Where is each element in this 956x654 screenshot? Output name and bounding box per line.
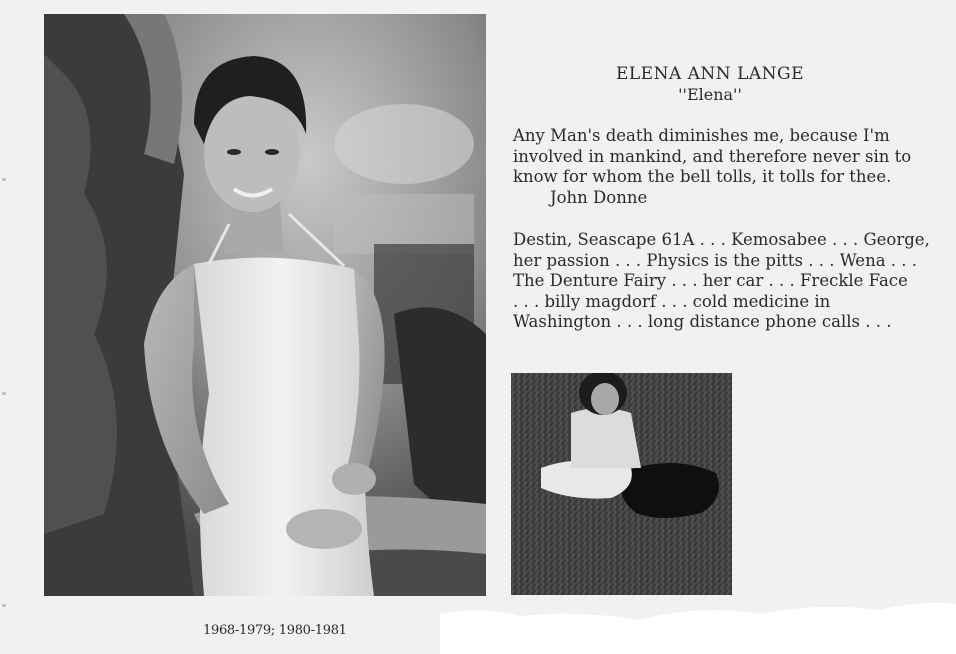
portrait-photo bbox=[44, 14, 486, 596]
quote-line: Any Man's death diminishes me, because I'm bbox=[513, 126, 890, 145]
student-nickname: ''Elena'' bbox=[678, 85, 742, 104]
binder-mark bbox=[2, 604, 6, 607]
senior-quote bbox=[513, 126, 933, 188]
quote-line: know for whom the bell tolls, it tolls for thee. bbox=[513, 167, 892, 186]
memories-line: Washington . . . long distance phone calls . . . bbox=[513, 312, 892, 331]
student-name: ELENA ANN LANGE bbox=[615, 64, 805, 84]
quote-author: John Donne bbox=[550, 188, 648, 207]
candid-photo bbox=[511, 373, 732, 595]
memories-line: her passion . . . Physics is the pitts . . . Wena . . . bbox=[513, 250, 918, 270]
memories-line: Destin, Seascape 61A . . . Kemosabee . . . George, bbox=[513, 230, 930, 249]
binder-mark bbox=[2, 392, 6, 395]
torn-paper-strip bbox=[440, 600, 956, 654]
quote-line: involved in mankind, and therefore never sin to bbox=[513, 146, 912, 166]
attendance-years: 1968-1979; 1980-1981 bbox=[203, 623, 347, 638]
memories-line: The Denture Fairy . . . her car . . . Freckle Face bbox=[513, 271, 908, 290]
memories-line: . . . billy magdorf . . . cold medicine in bbox=[513, 291, 831, 311]
memories-text bbox=[513, 230, 943, 333]
binder-mark bbox=[2, 178, 6, 181]
